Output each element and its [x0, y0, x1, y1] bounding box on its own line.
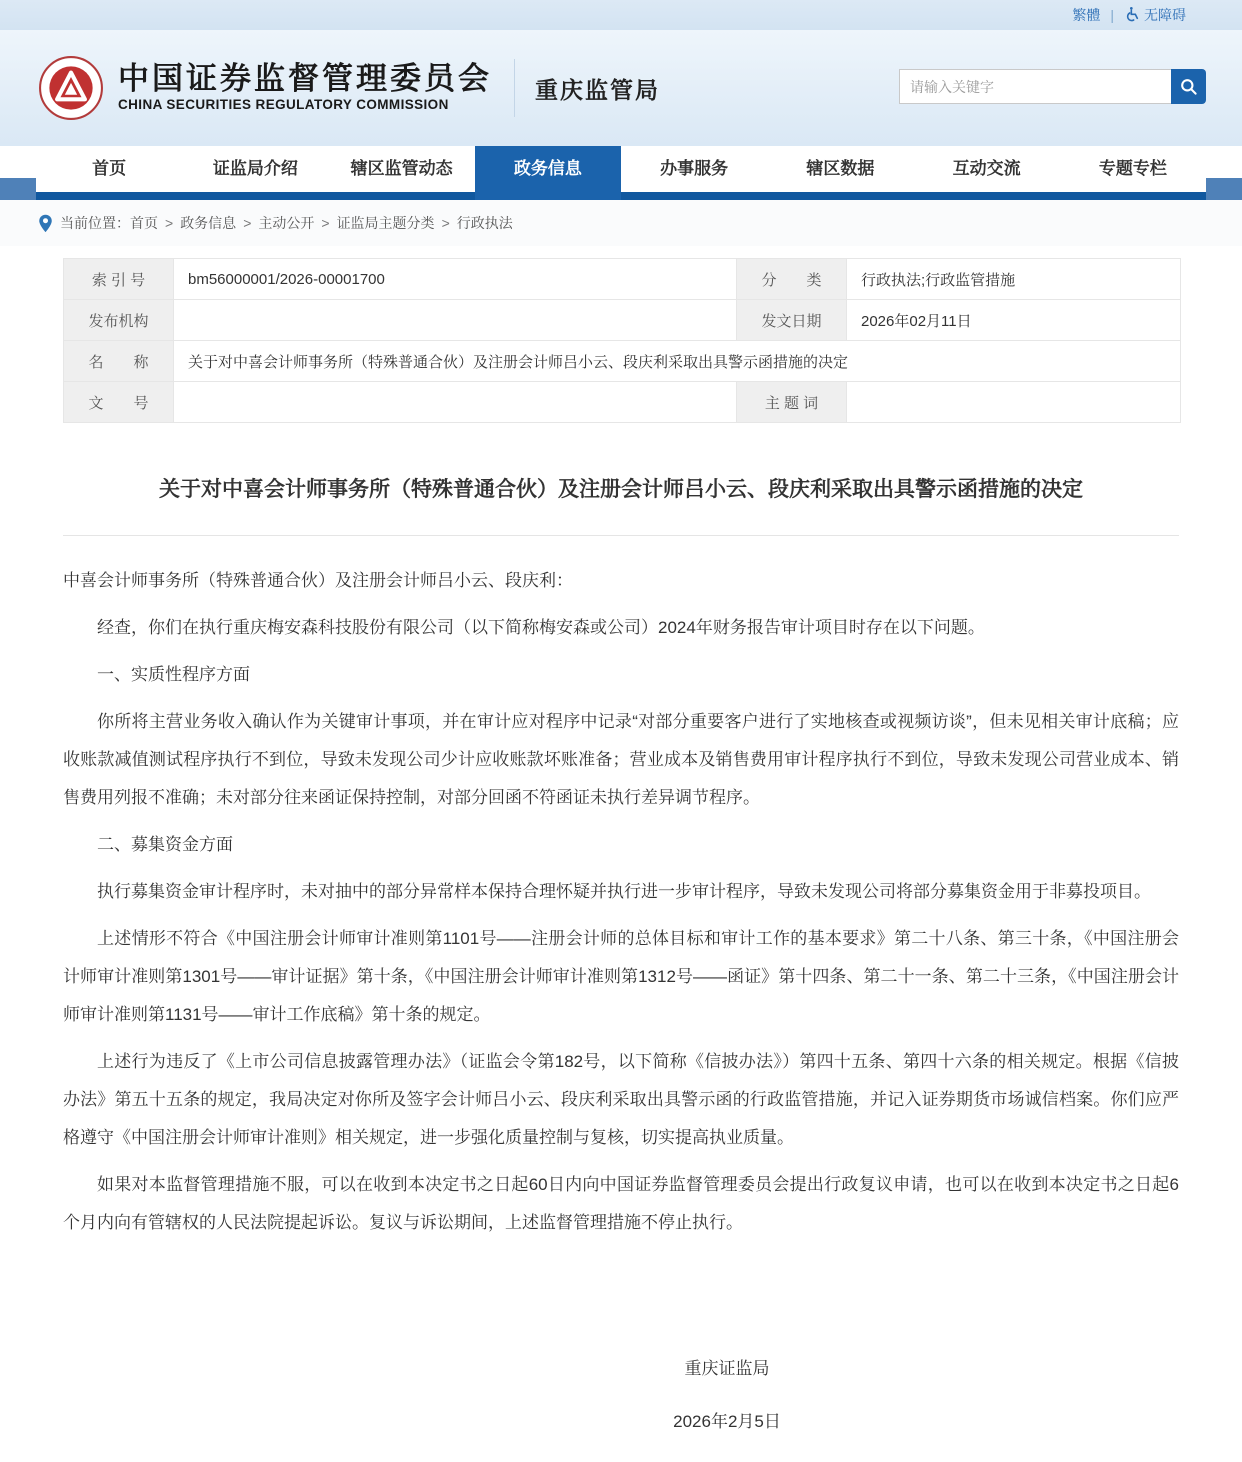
article-paragraph: 上述情形不符合《中国注册会计师审计准则第1101号——注册会计师的总体目标和审计工作的基本要求》第二十八条、第三十条，《中国注册会计师审计准则第1301号——审计证据》第十条，《中国注册会计师审计准则第1312号——函证》第十四条、第二十一条、第二十三条，《中国注册会计师审计准则第1131号——审计工作底稿》第十条的规定。 [63, 929, 1179, 1024]
keywords-value [847, 382, 1181, 423]
nav-item-services[interactable]: 办事服务 [660, 159, 729, 178]
search-box [899, 69, 1206, 104]
article-body [63, 562, 1179, 1242]
issue-date-label: 发文日期 [737, 300, 847, 341]
index-number-label: 索 引 号 [64, 259, 174, 300]
location-pin-icon [38, 214, 53, 233]
table-row [64, 341, 1181, 382]
table-row [64, 259, 1181, 300]
issue-date-value: 2026年02月11日 [847, 300, 1181, 341]
nav-item-regional-updates[interactable]: 辖区监管动态 [350, 159, 453, 178]
main-navigation [0, 146, 1242, 200]
site-header [0, 30, 1242, 146]
breadcrumb-separator: > [243, 215, 252, 231]
org-name-block [118, 62, 492, 114]
nav-item-home[interactable]: 首页 [92, 159, 127, 178]
topbar-separator: | [1110, 7, 1114, 23]
issuer-label: 发布机构 [64, 300, 174, 341]
article-section-heading-1: 一、实质性程序方面 [97, 665, 250, 684]
accessibility-link[interactable] [1124, 5, 1186, 25]
content-area [0, 246, 1242, 1462]
nav-item-bureau-intro[interactable]: 证监局介绍 [212, 159, 298, 178]
article-salutation: 中喜会计师事务所（特殊普通合伙）及注册会计师吕小云、段庆利： [63, 571, 573, 590]
category-label: 分 类 [737, 259, 847, 300]
page-title: 关于对中喜会计师事务所（特殊普通合伙）及注册会计师吕小云、段庆利采取出具警示函措施的决定 [63, 475, 1179, 536]
search-icon [1179, 77, 1198, 96]
nav-item-special-topics[interactable]: 专题专栏 [1098, 159, 1167, 178]
breadcrumb-separator: > [165, 215, 174, 231]
document-number-label: 文 号 [64, 382, 174, 423]
table-row [64, 382, 1181, 423]
article-paragraph: 经查，你们在执行重庆梅安森科技股份有限公司（以下简称梅安森或公司）2024年财务报告审计项目时存在以下问题。 [97, 618, 985, 637]
issuer-value [174, 300, 737, 341]
breadcrumb [0, 200, 1242, 246]
csrc-logo-icon [38, 55, 104, 121]
breadcrumb-separator: > [321, 215, 330, 231]
article-paragraph: 如果对本监督管理措施不服，可以在收到本决定书之日起60日内向中国证券监督管理委员会提出行政复议申请，也可以在收到本决定书之日起6个月内向有管辖权的人民法院提起诉讼。复议与诉讼期间，上述监督管理措施不停止执行。 [63, 1175, 1179, 1232]
search-input[interactable] [899, 69, 1171, 104]
keywords-label: 主 题 词 [737, 382, 847, 423]
article-section-heading-2: 二、募集资金方面 [97, 835, 233, 854]
breadcrumb-home[interactable]: 首页 [130, 215, 158, 231]
document-name-label: 名 称 [64, 341, 174, 382]
nav-item-government-info[interactable]: 政务信息 [475, 146, 621, 200]
signature-org: 重庆证监局 [684, 1359, 770, 1378]
breadcrumb-separator: > [441, 215, 450, 231]
breadcrumb-enforcement[interactable]: 行政执法 [456, 215, 513, 231]
article-paragraph: 上述行为违反了《上市公司信息披露管理办法》（证监会令第182号，以下简称《信披办法》）第四十五条、第四十六条的相关规定。根据《信披办法》第五十五条的规定，我局决定对你所及签字会计师吕小云、段庆利采取出具警示函的行政监管措施，并记入证券期货市场诚信档案。你们应严格遵守《中国注册会计师审计准则》相关规定，进一步强化质量控制与复核，切实提高执业质量。 [63, 1052, 1179, 1147]
table-row [64, 300, 1181, 341]
article-paragraph: 执行募集资金审计程序时，未对抽中的部分异常样本保持合理怀疑并执行进一步审计程序，导致未发现公司将部分募集资金用于非募投项目。 [97, 882, 1151, 901]
breadcrumb-prefix: 当前位置： [60, 215, 130, 231]
traditional-chinese-link[interactable]: 繁體 [1072, 7, 1101, 23]
index-number-value: bm56000001/2026-00001700 [174, 259, 737, 300]
search-button[interactable] [1171, 69, 1206, 104]
org-name-en: CHINA SECURITIES REGULATORY COMMISSION [118, 97, 449, 112]
bureau-name: 重庆监管局 [535, 76, 660, 103]
nav-item-interaction[interactable]: 互动交流 [952, 159, 1021, 178]
header-divider [514, 59, 515, 117]
document-name-value: 关于对中喜会计师事务所（特殊普通合伙）及注册会计师吕小云、段庆利采取出具警示函措施的决定 [174, 341, 1181, 382]
document-meta-table [63, 258, 1181, 423]
breadcrumb-government-info[interactable]: 政务信息 [180, 215, 237, 231]
document-number-value [174, 382, 737, 423]
breadcrumb-proactive-disclosure[interactable]: 主动公开 [258, 215, 315, 231]
wheelchair-icon [1124, 6, 1140, 22]
nav-item-regional-data[interactable]: 辖区数据 [806, 159, 875, 178]
signature-block [169, 1354, 1242, 1432]
org-name-cn: 中国证券监督管理委员会 [118, 61, 492, 96]
article-paragraph: 你所将主营业务收入确认作为关键审计事项，并在审计应对程序中记录“对部分重要客户进行了实地核查或视频访谈”，但未见相关审计底稿；应收账款减值测试程序执行不到位，导致未发现公司少计应收账款坏账准备；营业成本及销售费用审计程序执行不到位，导致未发现公司营业成本、销售费用列报不准确；未对部分往来函证保持控制，对部分回函不符函证未执行差异调节程序。 [63, 712, 1179, 807]
category-value: 行政执法;行政监管措施 [847, 259, 1181, 300]
top-utility-bar [0, 0, 1242, 30]
nav-bar [36, 146, 1206, 200]
accessibility-label: 无障碍 [1144, 7, 1186, 23]
breadcrumb-topic-category[interactable]: 证监局主题分类 [336, 215, 435, 231]
signature-date: 2026年2月5日 [673, 1412, 781, 1431]
